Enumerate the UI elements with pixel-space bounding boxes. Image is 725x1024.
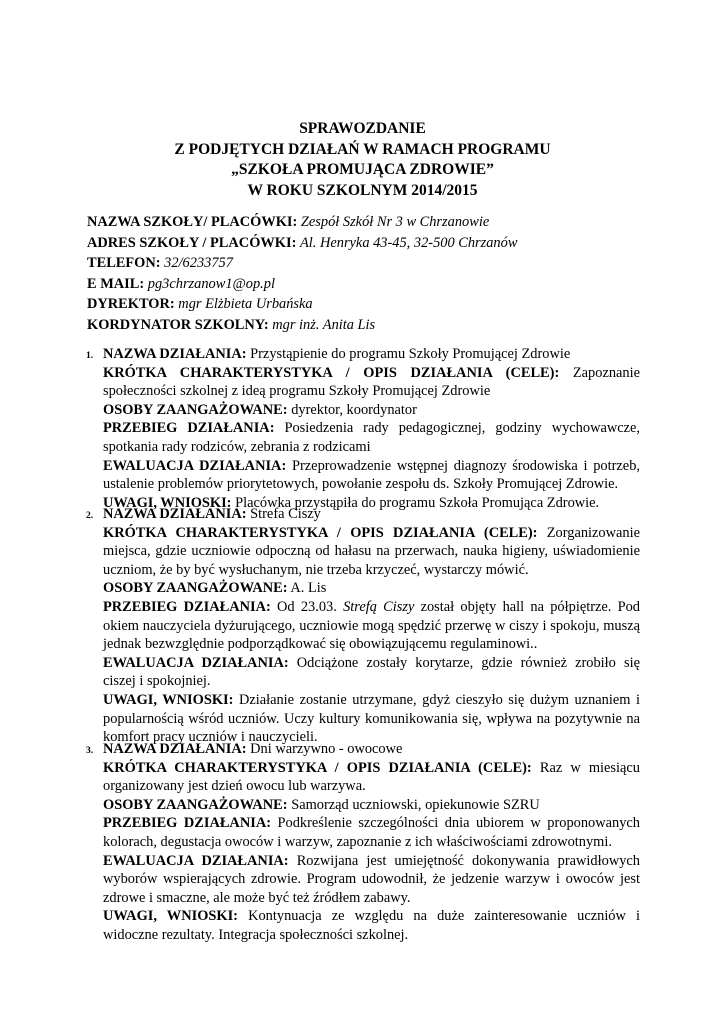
action-description [103,364,640,401]
info-label: TELEFON: [87,255,161,271]
action-course-label: PRZEBIEG DZIAŁANIA: [103,598,271,615]
action-section-1 [86,345,640,512]
section-number: 2. [86,511,94,521]
action-people-value: dyrektor, koordynator [291,401,417,418]
action-name-label: NAZWA DZIAŁANIA: [103,346,247,362]
action-course-value-a: Od 23.03. [277,598,337,615]
action-people-value: Samorząd uczniowski, opiekunowie SZRU [291,796,540,813]
action-course-value: Posiedzenia rady pedagogicznej, godziny wychowawcze, spotkania rady rodziców, zebrania z rodzicami [103,420,640,455]
title-line-3: „SZKOŁA PROMUJĄCA ZDROWIE” [231,161,494,178]
action-name [103,505,640,524]
action-course-value: Podkreślenie szczególności dnia ubiorem w proponowanych kolorach, degustacja owoców i warzyw, zapoznanie z ich właściwościami zdrowotnymi. [103,815,640,850]
action-name-value: Przystąpienie do programu Szkoły Promującej Zdrowie [250,346,571,362]
document-title [0,119,725,201]
action-name-label: NAZWA DZIAŁANIA: [103,506,247,522]
section-number: 3. [86,746,94,756]
action-course-label: PRZEBIEG DZIAŁANIA: [103,815,272,832]
action-people-value: A. Lis [290,580,327,597]
action-description-label: KRÓTKA CHARAKTERYSTYKA / OPIS DZIAŁANIA (CELE): [103,759,532,776]
info-label: KORDYNATOR SZKOLNY: [87,316,269,333]
info-label: E MAIL: [87,275,145,292]
action-people-label: OSOBY ZAANGAŻOWANE: [103,401,288,418]
action-name [103,740,640,759]
title-line-2: Z PODJĘTYCH DZIAŁAŃ W RAMACH PROGRAMU [174,140,551,158]
action-course [103,598,640,654]
action-remarks [103,691,640,747]
action-people-label: OSOBY ZAANGAŻOWANE: [103,580,288,597]
action-people [103,579,640,598]
action-remarks [103,907,640,944]
action-description-label: KRÓTKA CHARAKTERYSTYKA / OPIS DZIAŁANIA (CELE): [103,364,560,381]
info-value: 32/6233757 [164,255,233,271]
action-description [103,524,640,580]
action-name-value: Strefa Ciszy [250,506,321,522]
action-course [103,419,640,456]
info-label: ADRES SZKOŁY / PLACÓWKI: [87,234,297,251]
action-people [103,796,640,815]
action-remarks-value: Placówka przystąpiła do programu Szkoła Promująca Zdrowie. [235,494,600,511]
action-evaluation-label: EWALUACJA DZIAŁANIA: [103,654,289,671]
action-evaluation-value: Rozwijana jest umiejętność dokonywania prawidłowych wyborów wspierających zdrowie. Program udowodnił, że jedzenie warzyw i owoców jest zdrowe i smaczne, ale może być też źródłem zabawy. [103,852,640,906]
info-label: DYREKTOR: [87,296,175,312]
action-remarks-value: Kontynuacja ze względu na duże zainteresowanie uczniów i widoczne rezultaty. Integracja społeczności szkolnej. [103,908,640,943]
action-evaluation [103,654,640,691]
action-people-label: OSOBY ZAANGAŻOWANE: [103,796,288,813]
title-line-4: W ROKU SZKOLNYM 2014/2015 [247,181,478,199]
action-description-value: Raz w miesiącu organizowany jest dzień owocu lub warzywa. [103,759,640,795]
action-remarks-label: UWAGI, WNIOSKI: [103,908,238,925]
action-evaluation [103,852,640,908]
action-section-2 [86,505,641,747]
section-number: 1. [86,351,94,361]
school-info [87,212,647,335]
action-evaluation-value: Odciążone zostały korytarze, gdzie również zrobiło się ciszej i spokojniej. [103,654,640,690]
action-description-value: Zapoznanie społeczności szkolnej z ideą programu Szkoły Promującej Zdrowie [103,364,640,400]
action-description-label: KRÓTKA CHARAKTERYSTYKA / OPIS DZIAŁANIA (CELE): [103,524,538,541]
action-evaluation-label: EWALUACJA DZIAŁANIA: [103,852,289,869]
info-value: pg3chrzanow1@op.pl [147,275,275,292]
action-name-label: NAZWA DZIAŁANIA: [103,741,247,757]
info-row-school-name [87,212,647,233]
action-course [103,814,640,851]
info-row-email [87,274,647,295]
info-row-director [87,294,647,315]
info-row-coordinator [87,315,647,336]
info-value: Al. Henryka 43-45, 32-500 Chrzanów [299,234,518,251]
action-course-emphasis: Strefą Ciszy [343,598,415,615]
action-people [103,401,640,420]
action-course-label: PRZEBIEG DZIAŁANIA: [103,420,275,437]
info-row-phone [87,253,647,274]
info-row-address [87,233,647,254]
info-label: NAZWA SZKOŁY/ PLACÓWKI: [87,214,298,230]
action-description-value: Zorganizowanie miejsca, gdzie uczniowie odpoczną od hałasu na przerwach, nauka higieny, uświadomienie uczniom, że by być wysłuchanym, nie trzeba krzyczeć, wystarczy mówić. [103,524,640,578]
action-name [103,345,640,364]
action-remarks-label: UWAGI, WNIOSKI: [103,494,232,511]
action-evaluation-value: Przeprowadzenie wstępnej diagnozy środowiska i potrzeb, ustalenie problemów priorytetowych, powołanie zespołu ds. Szkoły Promującej Zdrowie. [103,457,640,493]
action-course-value-b: został objęty hall na półpiętrze. Pod okiem nauczyciela dyżurującego, uczniowie mogą spędzić przerwę w ciszy i spokoju, muszą jednak bezwzględnie podporządkować się obowiązującemu regulaminowi.. [103,598,641,653]
action-evaluation [103,457,640,494]
info-value: mgr inż. Anita Lis [272,316,376,333]
action-description [103,759,640,796]
action-remarks-label: UWAGI, WNIOSKI: [103,691,234,708]
action-remarks-value: Działanie zostanie utrzymane, gdyż cieszyło się dużym uznaniem i popularnością wśród uczniów. Uczy kultury komunikowania się, wpływa na pozytywnie na komfort pracy uczniów i nauczycieli. [103,691,640,746]
info-value: mgr Elżbieta Urbańska [178,296,313,312]
title-line-1: SPRAWOZDANIE [299,120,426,137]
info-value: Zespół Szkół Nr 3 w Chrzanowie [300,214,490,230]
action-section-3 [86,740,640,945]
action-evaluation-label: EWALUACJA DZIAŁANIA: [103,457,287,474]
action-name-value: Dni warzywno - owocowe [250,741,403,757]
